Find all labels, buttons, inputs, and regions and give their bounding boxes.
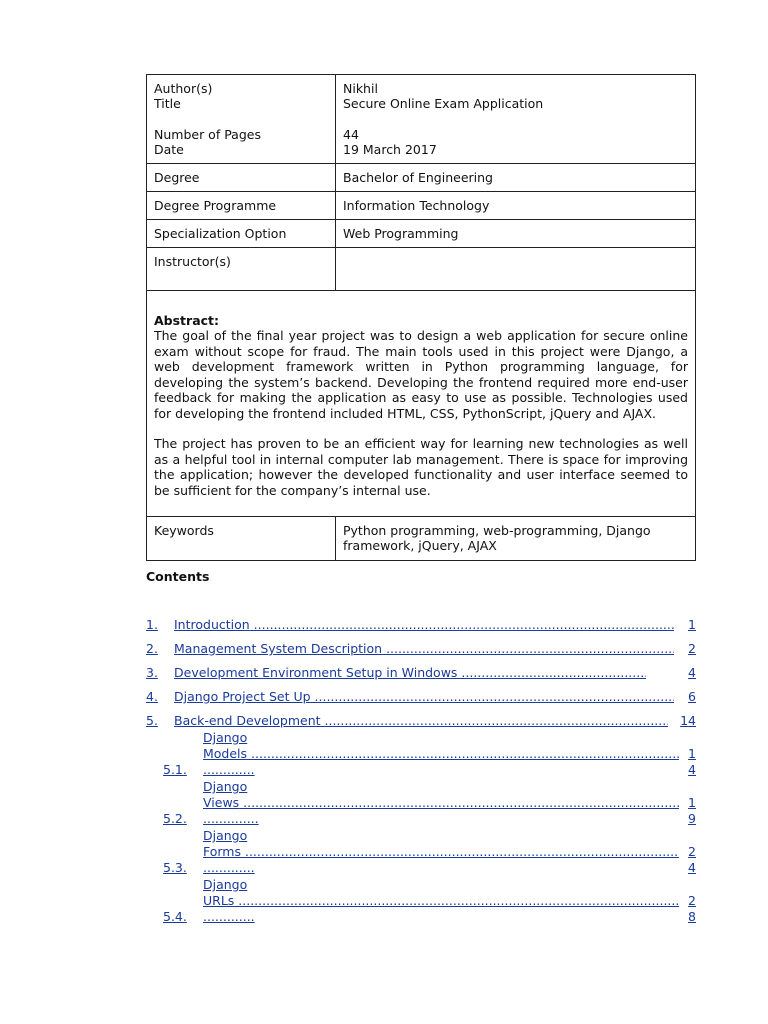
toc-item-backend[interactable] <box>146 713 696 730</box>
abstract-cell <box>147 291 696 517</box>
programme-row <box>147 192 696 220</box>
abstract-heading: Abstract: <box>154 313 220 328</box>
toc-subitem-text[interactable]: Forms <box>203 844 242 859</box>
toc-subitem-text-line1[interactable]: Django <box>203 779 248 794</box>
toc-item-link[interactable] <box>174 713 668 728</box>
abstract-paragraph-1: The goal of the final year project was to design a web application for secure online exam without scope for fraud. The main tools used in this project were Django, a web development framework written in Python programming language, for developing the system’s backend. Developing the frontend required more end-user feedback for making the application as easy to use as possible. Technologies used for developing the frontend included HTML, CSS, PythonScript, jQuery and AJAX. <box>154 328 688 421</box>
toc-subitem-page-line1[interactable]: 1 <box>688 746 696 761</box>
instructor-row <box>147 248 696 291</box>
toc-item-django-setup[interactable] <box>146 689 696 713</box>
author-title-labels <box>147 75 336 164</box>
toc-item-page[interactable]: 14 <box>680 713 696 728</box>
date-value: 19 March 2017 <box>343 142 437 157</box>
author-value: Nikhil <box>343 81 378 96</box>
toc-item-number[interactable]: 4. <box>146 689 158 704</box>
toc-subitem-forms[interactable] <box>146 828 696 877</box>
toc-item-management-system[interactable] <box>146 641 696 665</box>
author-label: Author(s) <box>154 81 213 96</box>
instructor-label: Instructor(s) <box>147 248 336 291</box>
toc-item-link[interactable] <box>174 617 674 632</box>
abstract-row <box>147 291 696 517</box>
toc-item-text[interactable]: Development Environment Setup in Windows <box>174 665 458 680</box>
keywords-label: Keywords <box>147 517 336 561</box>
toc-subitem-page-line1[interactable]: 2 <box>688 893 696 908</box>
toc-subitem-page-line2[interactable]: 4 <box>688 860 696 875</box>
toc-item-dev-environment[interactable] <box>146 665 696 689</box>
toc-subitem-text-line1[interactable]: Django <box>203 828 248 843</box>
specialization-value: Web Programming <box>336 220 696 248</box>
metadata-table <box>146 74 696 561</box>
toc-subitem-text-line1[interactable]: Django <box>203 877 248 892</box>
contents-heading: Contents <box>146 569 210 584</box>
toc-subitem-text-line1[interactable]: Django <box>203 730 248 745</box>
toc-item-page[interactable]: 4 <box>688 665 696 680</box>
pages-value: 44 <box>343 127 359 142</box>
toc-item-text[interactable]: Management System Description <box>174 641 383 656</box>
abstract-paragraph-2: The project has proven to be an efficient way for learning new technologies as well as a helpful tool in internal computer lab management. There is space for improving the application; however the developed functionality and user interface seemed to be sufficient for the company’s internal use. <box>154 436 688 498</box>
toc-subitem-page-line2[interactable]: 9 <box>688 811 696 826</box>
toc-subitem-leader[interactable]: .............. <box>203 811 259 826</box>
toc-item-text[interactable]: Introduction <box>174 617 250 632</box>
author-title-row <box>147 75 696 164</box>
specialization-label: Specialization Option <box>147 220 336 248</box>
toc-item-link[interactable] <box>174 665 646 680</box>
toc-subitem-page-line1[interactable]: 2 <box>688 844 696 859</box>
toc-subitem-text-line2[interactable] <box>203 795 679 810</box>
title-label: Title <box>154 96 181 111</box>
pages-label: Number of Pages <box>154 127 261 142</box>
programme-value: Information Technology <box>336 192 696 220</box>
toc-item-link[interactable] <box>174 641 674 656</box>
degree-label: Degree <box>147 164 336 192</box>
toc-item-number[interactable]: 5. <box>146 713 158 728</box>
toc-item-text[interactable]: Back-end Development <box>174 713 321 728</box>
toc-subitem-number[interactable]: 5.1. <box>163 762 187 777</box>
toc-item-page[interactable]: 1 <box>688 617 696 632</box>
degree-value: Bachelor of Engineering <box>336 164 696 192</box>
toc-item-number[interactable]: 3. <box>146 665 158 680</box>
toc-subitem-page-line1[interactable]: 1 <box>688 795 696 810</box>
toc-item-number[interactable]: 2. <box>146 641 158 656</box>
toc-subitem-text[interactable]: Models <box>203 746 248 761</box>
toc-item-page[interactable]: 2 <box>688 641 696 656</box>
toc-subitem-page-line2[interactable]: 4 <box>688 762 696 777</box>
table-of-contents <box>146 617 696 926</box>
programme-label: Degree Programme <box>147 192 336 220</box>
toc-subitem-urls[interactable] <box>146 877 696 926</box>
toc-subitem-leader[interactable]: ............. <box>203 860 255 875</box>
toc-item-number[interactable]: 1. <box>146 617 158 632</box>
toc-subitem-number[interactable]: 5.4. <box>163 909 187 924</box>
toc-subitem-views[interactable] <box>146 779 696 828</box>
instructor-value <box>336 248 696 291</box>
specialization-row <box>147 220 696 248</box>
toc-subitem-leader[interactable]: ............. <box>203 762 255 777</box>
title-value: Secure Online Exam Application <box>343 96 544 111</box>
author-title-values <box>336 75 696 164</box>
toc-subitem-models[interactable] <box>146 730 696 779</box>
toc-subitem-number[interactable]: 5.2. <box>163 811 187 826</box>
toc-subitem-text[interactable]: Views <box>203 795 240 810</box>
toc-subitem-number[interactable]: 5.3. <box>163 860 187 875</box>
keywords-value: Python programming, web-programming, Django framework, jQuery, AJAX <box>336 517 696 561</box>
toc-item-text[interactable]: Django Project Set Up <box>174 689 311 704</box>
toc-subitem-leader[interactable]: ............. <box>203 909 255 924</box>
degree-row <box>147 164 696 192</box>
toc-subitem-text-line2[interactable] <box>203 844 679 859</box>
date-label: Date <box>154 142 184 157</box>
toc-item-introduction[interactable] <box>146 617 696 641</box>
keywords-row <box>147 517 696 561</box>
toc-subitem-text-line2[interactable] <box>203 746 679 761</box>
toc-item-link[interactable] <box>174 689 674 704</box>
toc-subitem-text[interactable]: URLs <box>203 893 235 908</box>
toc-subitem-page-line2[interactable]: 8 <box>688 909 696 924</box>
toc-item-page[interactable]: 6 <box>688 689 696 704</box>
toc-subitem-text-line2[interactable] <box>203 893 679 908</box>
